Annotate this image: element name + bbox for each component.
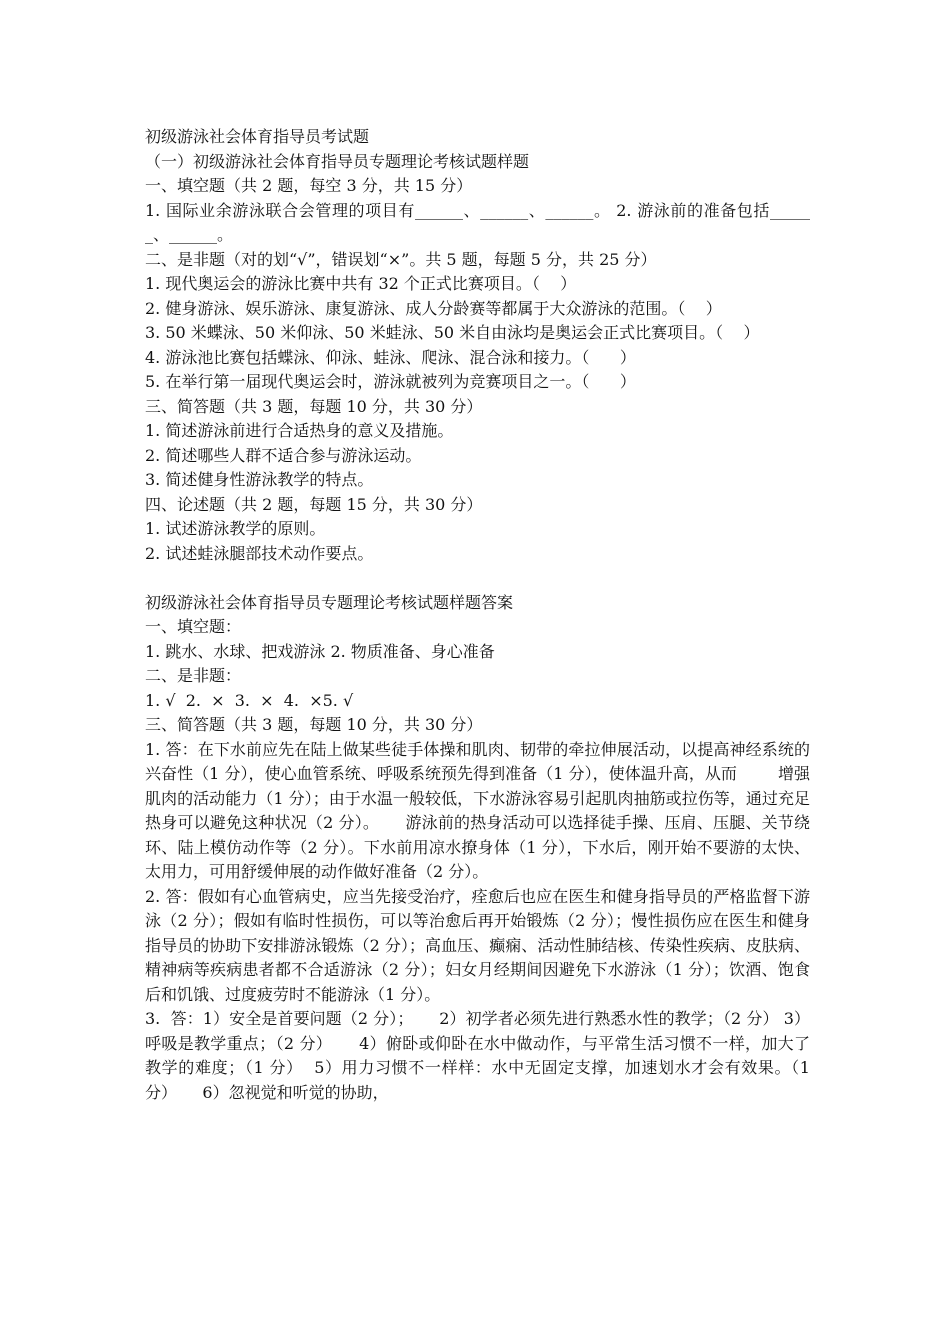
true-false-question-5: 5. 在举行第一届现代奥运会时，游泳就被列为竞赛项目之一。（ ） <box>145 372 636 391</box>
short-answer-question-3: 3. 简述健身性游泳教学的特点。 <box>145 470 374 489</box>
short-answer-question-2: 2. 简述哪些人群不适合参与游泳运动。 <box>145 445 422 465</box>
document-body <box>145 125 816 1105</box>
essay-question-1: 1. 试述游泳教学的原则。 <box>145 519 326 538</box>
true-false-question-3: 3. 50 米蝶泳、50 米仰泳、50 米蛙泳、50 米自由泳均是奥运会正式比赛项目。（ ） <box>145 323 760 342</box>
answers-short-answer-heading: 三、简答题（共 3 题，每题 10 分，共 30 分） <box>145 715 483 734</box>
short-answer-question-1: 1. 简述游泳前进行合适热身的意义及措施。 <box>145 421 454 440</box>
fill-blank-question: 1. 国际业余游泳联合会管理的项目有______、______、______。 2. 游泳前的准备包括______、______。 <box>145 200 810 244</box>
answers-title: 初级游泳社会体育指导员专题理论考核试题样题答案 <box>145 592 514 612</box>
true-false-question-1: 1. 现代奥运会的游泳比赛中共有 32 个正式比赛项目。（ ） <box>145 274 577 293</box>
answers-true-false-heading: 二、是非题： <box>145 666 242 685</box>
blank-line <box>145 566 810 591</box>
answer-paragraph-1: 1. 答：在下水前应先在陆上做某些徒手体操和肌肉、韧带的牵拉伸展活动，以提高神经系统的兴奋性（1 分），使心血管系统、呼吸系统预先得到准备（1 分），使体温升高，从而 增强肌肉的活动能力（1 分）；由于水温一般较低，下水游泳容易引起肌肉抽筋或拉伤等，通过充足热身可以避免这种状况（2 分）。 游泳前的热身活动可以选择徒手操、压肩、压腿、关节绕环、陆上模仿动作等（2 分）。下水前用凉水撩身体（1 分），下水后，刚开始不要游的太快、太用力，可用舒缓伸展的动作做好准备（2 分）。 <box>145 739 810 881</box>
section-true-false-heading: 二、是非题（对的划“√”，错误划“×”。共 5 题，每题 5 分，共 25 分） <box>145 249 657 269</box>
answers-fill-blank-heading: 一、填空题： <box>145 617 242 636</box>
exam-title: 初级游泳社会体育指导员考试题 <box>145 127 370 146</box>
exam-subtitle: （一）初级游泳社会体育指导员专题理论考核试题样题 <box>145 151 530 171</box>
section-short-answer-heading: 三、简答题（共 3 题，每题 10 分，共 30 分） <box>145 396 483 416</box>
true-false-question-4: 4. 游泳池比赛包括蝶泳、仰泳、蛙泳、爬泳、混合泳和接力。（ ） <box>145 347 636 367</box>
answers-true-false: 1. √ 2. × 3. × 4. ×5. √ <box>145 690 354 710</box>
section-essay-heading: 四、论述题（共 2 题，每题 15 分，共 30 分） <box>145 494 483 514</box>
essay-question-2: 2. 试述蛙泳腿部技术动作要点。 <box>145 543 374 563</box>
answers-fill-blank: 1. 跳水、水球、把戏游泳 2. 物质准备、身心准备 <box>145 641 495 661</box>
answer-paragraph-3: 3. 答：1）安全是首要问题（2 分）； 2）初学者必须先进行熟悉水性的教学；（2 分） 3）呼吸是教学重点；（2 分） 4）俯卧或仰卧在水中做动作，与平常生活习惯不一样，加大了教学的难度；（1 分） 5）用力习惯不一样样：水中无固定支撑，加速划水才会有效果。（1 分） 6）忽视觉和听觉的协助， <box>145 1009 816 1102</box>
section-fill-blank-heading: 一、填空题（共 2 题，每空 3 分，共 15 分） <box>145 176 473 195</box>
answer-paragraph-2: 2. 答：假如有心血管病史，应当先接受治疗，痊愈后也应在医生和健身指导员的严格监督下游泳（2 分）；假如有临时性损伤，可以等治愈后再开始锻炼（2 分）；慢性损伤应在医生和健身指导员的协助下安排游泳锻炼（2 分）；高血压、癫痫、活动性肺结核、传染性疾病、皮肤病、精神病等疾病患者都不合适游泳（2 分）；妇女月经期间因避免下水游泳（1 分）；饮酒、饱食后和饥饿、过度疲劳时不能游泳（1 分）。 <box>145 886 810 1004</box>
true-false-question-2: 2. 健身游泳、娱乐游泳、康复游泳、成人分龄赛等都属于大众游泳的范围。（ ） <box>145 298 722 318</box>
